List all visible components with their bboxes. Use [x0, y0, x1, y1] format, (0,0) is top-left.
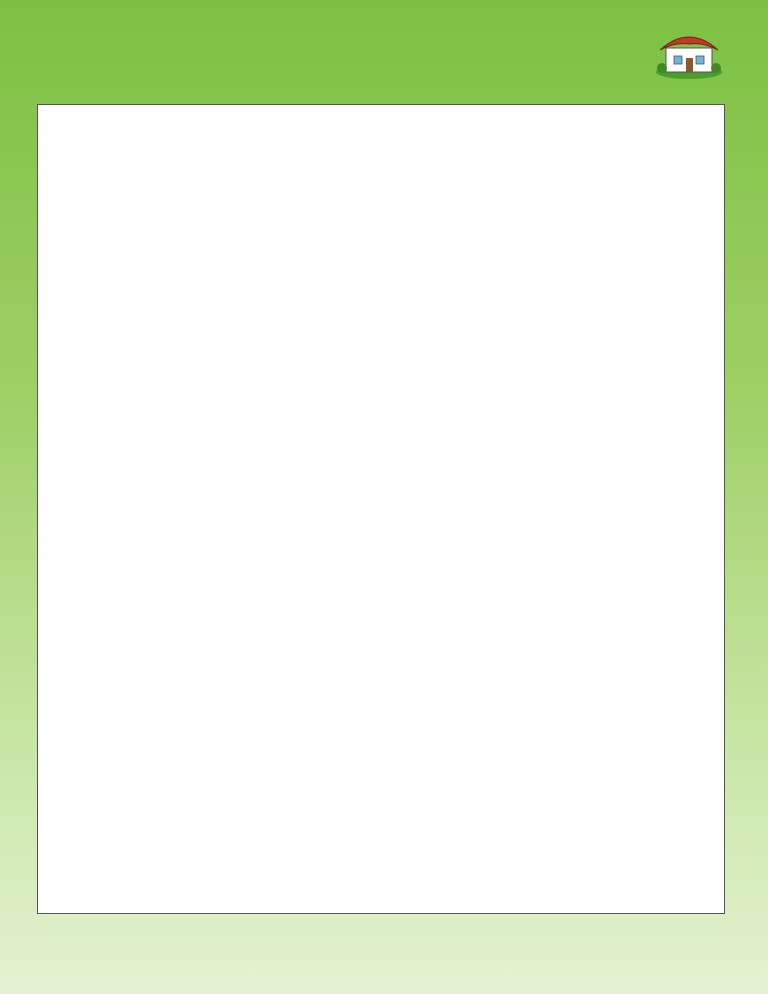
- table-header: [37, 85, 725, 105]
- page-footer: [17, 962, 22, 977]
- product-table: [37, 104, 725, 914]
- house-logo-icon: [654, 28, 724, 80]
